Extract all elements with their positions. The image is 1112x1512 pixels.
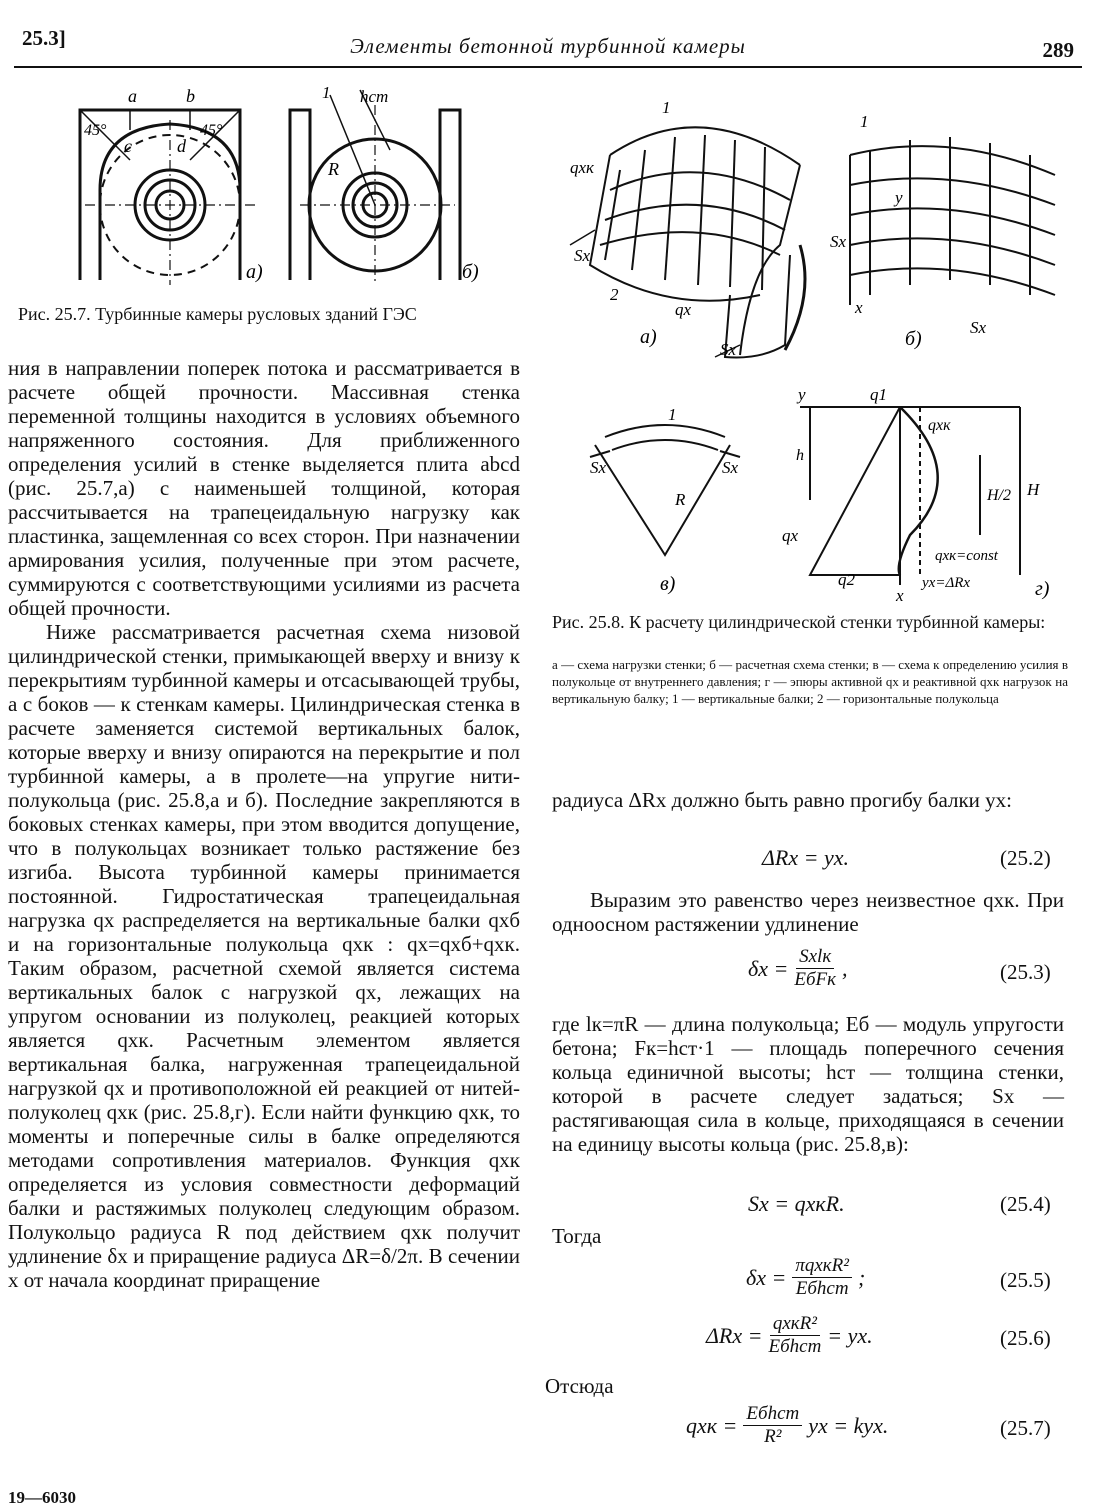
fig8-panel-b: б) bbox=[905, 328, 922, 350]
fig8g-yx: yx=ΔRx bbox=[922, 575, 971, 591]
fig8g-y: y bbox=[798, 385, 806, 404]
eq-25-3 bbox=[748, 946, 848, 991]
fig8g-h: h bbox=[796, 447, 804, 464]
figure-25-7-caption: Рис. 25.7. Турбинные камеры русловых зданий ГЭС bbox=[18, 304, 417, 324]
eq-25-6 bbox=[706, 1313, 873, 1358]
word-togda: Тогда bbox=[552, 1224, 602, 1248]
left-paragraph-2: Ниже рассматривается расчетная схема низовой цилиндрической стенки, примыкающей вверху и внизу к перекрытиям турбинной камеры и отсасывающей трубы, а с боков — к стенкам камеры. Цилиндрическая стенка в расчете заменяется системой вертикальных балок, которые вверху и внизу опираются на перекрытие и пол турбинной камеры, а в пролете—на упругие нити-полукольца (рис. 25.8,а и б). Последние закрепляются в боковых стенках камеры, при этом вводится допущение, что в полукольцах возникает только растяжение без изгиба. Высота турбинной камеры принимается постоянной. Гидростатическая трапецеидальная нагрузка qx распределяется на вертикальные балки qxб и на горизонтальные полукольца qxк : qx=qxб+qxк. Таким образом, расчетной схемой является система вертикальных балок с нагрузкой qx, лежащих на упругом основании из полуколец, реакцией которых является qxк. Расчетным элементом является вертикальная балка, нагруженная трапецеидальной нагрузкой qx и противоположной ей реакцией от нитей-полуколец qxк (рис. 25.8,г). Если найти функцию qxк, то моменты и поперечные силы в балке определяются методами сопротивления материалов. Функция qxк определяется из условия совместности деформаций балки и растяжимых полуколец следующим образом. Полукольцо радиуса R под действием qxк получит удлинение δx и приращение радиуса ΔR=δ/2π. В сечении x от начала координат приращение bbox=[8, 620, 520, 1292]
eq-25-5-num: πqxкR² bbox=[792, 1255, 852, 1278]
eq-25-3-den: EбFк bbox=[794, 969, 836, 990]
fig8v-sx1: Sx bbox=[590, 458, 607, 477]
fig8g-qxk: qxк bbox=[928, 417, 951, 434]
fig7-label-R: R bbox=[328, 159, 339, 179]
fig7-label-hct: hст bbox=[360, 87, 389, 106]
figure-25-8 bbox=[550, 95, 1080, 605]
fig8a-two: 2 bbox=[610, 285, 619, 304]
fig8b-sx1: Sx bbox=[830, 232, 847, 251]
eq-25-7-num: Eбhст bbox=[743, 1403, 802, 1426]
fig8a-sx: Sx bbox=[574, 246, 591, 265]
fig8g-qx: qx bbox=[782, 526, 799, 545]
fig7-angle-left: 45° bbox=[84, 122, 107, 139]
eq-25-3-num: Sxlк bbox=[796, 946, 834, 969]
fig8a-qxk: qxк bbox=[570, 158, 594, 177]
fig8g-const: qxк=const bbox=[935, 548, 998, 564]
eq-25-5-lhs: δx = bbox=[746, 1264, 787, 1290]
fig8-panel-a: a) bbox=[640, 326, 657, 348]
fig8b-x: x bbox=[855, 298, 863, 317]
fig8v-sx2: Sx bbox=[722, 458, 739, 477]
fig8g-q2: q2 bbox=[838, 570, 855, 589]
eq-25-7 bbox=[686, 1403, 888, 1448]
fig8g-x: x bbox=[896, 586, 904, 605]
fig7-panel-b: б) bbox=[462, 261, 479, 283]
right-paragraph-c: где lк=πR — длина полукольца; Eб — модуль упругости бетона; Fк=hст·1 — площадь поперечного сечения кольца единичной высоты; hст — толщина стенки, которой в расчете следует задаться; Sx — растягивающая сила в кольце, приходящаяся в сечении на единицу высоты кольца (рис. 25.8,в): bbox=[552, 1012, 1064, 1156]
left-column bbox=[8, 356, 520, 1292]
figure-25-8-legend: а — схема нагрузки стенки; б — расчетная схема стенки; в — схема к определению усилия в полукольце от внутреннего давления; г — эпюры активной qx и реактивной qxк нагрузок на вертикальную балку; 1 — вертикальные балки; 2 — горизонтальные полукольца bbox=[552, 657, 1068, 706]
eq-25-2-number: (25.2) bbox=[1000, 846, 1051, 870]
fig7-label-b: b bbox=[186, 86, 195, 106]
fig8g-H2: H/2 bbox=[987, 487, 1011, 504]
figure-25-7 bbox=[60, 80, 500, 295]
fig8v-R: R bbox=[675, 490, 686, 509]
eq-25-4-number: (25.4) bbox=[1000, 1192, 1051, 1216]
eq-25-7-number: (25.7) bbox=[1000, 1416, 1051, 1440]
page-header bbox=[14, 22, 1082, 68]
fig8b-y: y bbox=[895, 188, 903, 207]
eq-25-6-tail: = yx. bbox=[827, 1322, 873, 1348]
eq-25-7-lhs: qxк = bbox=[686, 1412, 738, 1438]
eq-25-3-number: (25.3) bbox=[1000, 960, 1051, 984]
fig8b-one: 1 bbox=[860, 112, 869, 131]
fig8-panel-g: г) bbox=[1035, 578, 1050, 600]
section-number: 25.3] bbox=[22, 26, 66, 50]
fig7-label-a: a bbox=[128, 86, 137, 106]
fig8a-sx2: Sx bbox=[720, 340, 737, 359]
eq-25-3-lhs: δx = bbox=[748, 955, 789, 981]
eq-25-7-den: R² bbox=[764, 1426, 782, 1447]
eq-25-5 bbox=[746, 1255, 865, 1300]
eq-25-6-num: qxкR² bbox=[770, 1313, 820, 1336]
fig8g-H: H bbox=[1027, 480, 1040, 499]
right-paragraph-b: Выразим это равенство через неизвестное qxк. При одноосном растяжении удлинение bbox=[552, 888, 1064, 936]
fig8b-sx2: Sx bbox=[970, 318, 987, 337]
fig8-panel-v: в) bbox=[660, 573, 676, 595]
fig8g-q1: q1 bbox=[870, 385, 887, 404]
eq-25-4: Sx = qxкR. bbox=[748, 1191, 845, 1216]
fig7-panel-a: a) bbox=[246, 261, 263, 283]
eq-25-5-number: (25.5) bbox=[1000, 1268, 1051, 1292]
word-otsyuda: Отсюда bbox=[545, 1374, 614, 1398]
fig8a-qx: qx bbox=[675, 300, 692, 319]
fig8v-one: 1 bbox=[668, 405, 677, 424]
eq-25-6-lhs: ΔRx = bbox=[706, 1322, 763, 1348]
eq-25-3-tail: , bbox=[842, 955, 848, 981]
fig7-label-1: 1 bbox=[322, 83, 331, 102]
page-number: 289 bbox=[1042, 38, 1074, 62]
running-title: Элементы бетонной турбинной камеры bbox=[350, 34, 746, 58]
eq-25-2: ΔRx = yx. bbox=[762, 845, 849, 870]
eq-25-6-number: (25.6) bbox=[1000, 1326, 1051, 1350]
fig7-angle-right: 45° bbox=[200, 122, 223, 139]
eq-25-5-tail: ; bbox=[858, 1264, 866, 1290]
printer-signature: 19—6030 bbox=[8, 1488, 76, 1507]
right-paragraph-a: радиуса ΔRx должно быть равно прогибу балки yx: bbox=[552, 788, 1012, 812]
fig8a-one: 1 bbox=[662, 98, 671, 117]
fig7-label-d: d bbox=[177, 136, 186, 156]
fig7-label-c: c bbox=[124, 136, 132, 156]
left-paragraph-1: ния в направлении поперек потока и рассматривается в расчете общей прочности. Массивная стенка переменной толщины находится в условиях объемного напряженного состояния. Для приближенного определения усилий в стенке выделяется плита abcd (рис. 25.7,а) с наименьшей толщиной, которая рассчитывается на трапецеидальную нагрузку как пластинка, защемленная со всех сторон. При назначении армирования усилия, полученные при этом расчете, суммируются с соответствующими усилиями из расчета общей прочности. bbox=[8, 356, 520, 620]
eq-25-5-den: Eбhст bbox=[795, 1278, 849, 1299]
eq-25-7-tail: yx = kyx. bbox=[808, 1412, 889, 1438]
eq-25-6-den: Eбhст bbox=[768, 1336, 822, 1357]
figure-25-8-caption: Рис. 25.8. К расчету цилиндрической стенки турбинной камеры: bbox=[552, 612, 1046, 632]
